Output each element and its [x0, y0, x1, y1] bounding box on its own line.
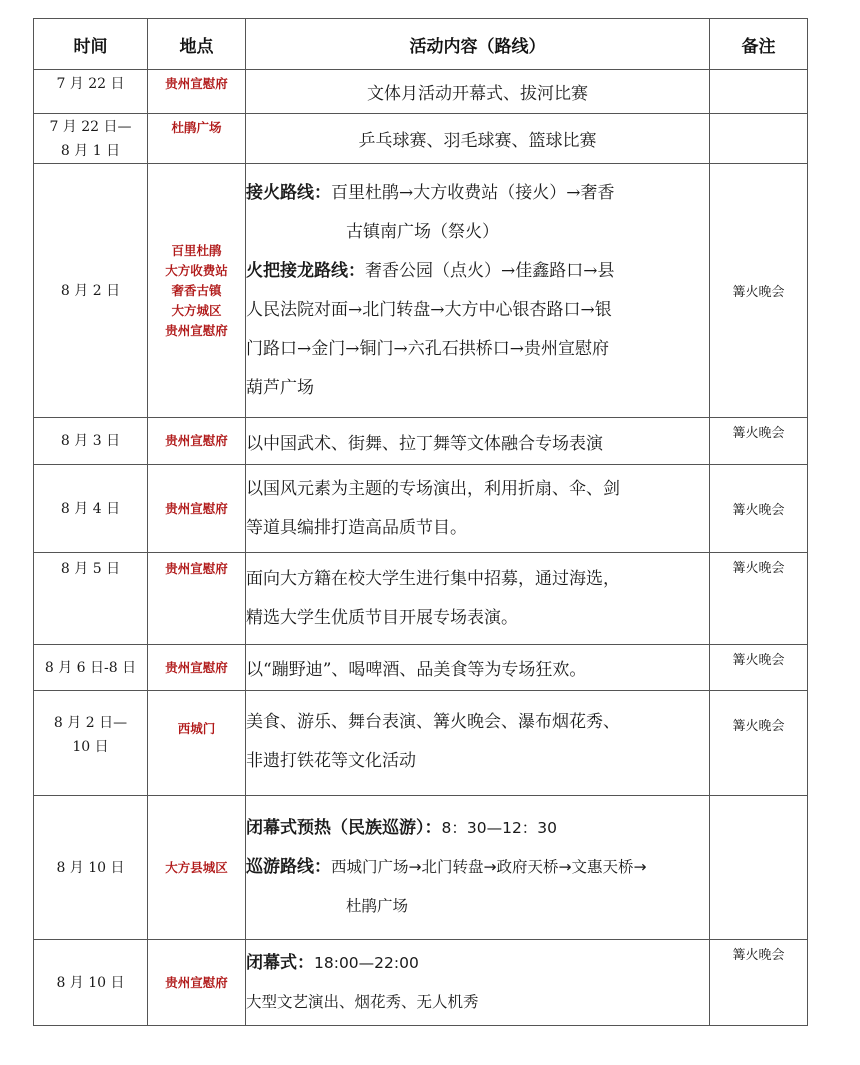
content-cell	[246, 164, 710, 418]
route-label: 火把接龙路线：	[246, 260, 365, 281]
note-cell: 篝火晚会	[710, 940, 808, 1026]
route-text: 葫芦广场	[246, 377, 314, 398]
time-cell: 8 月 6 日-8 日	[34, 645, 148, 691]
place-cell	[148, 164, 246, 418]
note-cell: 篝火晚会	[710, 418, 808, 465]
content-line: 面向大方籍在校大学生进行集中招募，通过海选，	[246, 568, 620, 589]
parade-route-label: 巡游路线：	[246, 857, 331, 877]
route-text: 门路口→金门→铜门→六孔石拱桥口→贵州宣慰府	[246, 338, 609, 359]
note-cell: 篝火晚会	[710, 465, 808, 553]
parade-route-text: 杜鹃广场	[346, 897, 409, 915]
header-content: 活动内容（路线）	[246, 19, 710, 70]
content-line: 非遗打铁花等文化活动	[246, 751, 416, 771]
table-row	[34, 70, 808, 114]
note-cell: 篝火晚会	[710, 164, 808, 418]
note-cell: 篝火晚会	[710, 691, 808, 796]
content-cell	[246, 465, 710, 553]
header-note: 备注	[710, 19, 808, 70]
content-cell: 文体月活动开幕式、拔河比赛	[246, 70, 710, 114]
table-row	[34, 418, 808, 465]
place-line: 百里杜鹃	[171, 242, 222, 258]
route-text: 奢香公园（点火）→佳鑫路口→县	[365, 260, 615, 281]
table-row	[34, 114, 808, 164]
table-row	[34, 553, 808, 645]
time-cell: 8 月 2 日	[34, 164, 148, 418]
place-cell: 杜鹃广场	[148, 114, 246, 164]
place-cell: 大方县城区	[148, 796, 246, 940]
content-cell	[246, 553, 710, 645]
time-line: 8 月 2 日—	[53, 715, 128, 731]
place-cell: 贵州宣慰府	[148, 465, 246, 553]
time-line: 7 月 22 日—	[49, 118, 132, 135]
time-cell: 8 月 5 日	[34, 553, 148, 645]
content-cell: 以中国武术、街舞、拉丁舞等文体融合专场表演	[246, 418, 710, 465]
note-cell	[710, 114, 808, 164]
note-cell	[710, 70, 808, 114]
table-row	[34, 645, 808, 691]
content-cell	[246, 796, 710, 940]
note-cell: 篝火晚会	[710, 645, 808, 691]
content-cell: 以“蹦野迪”、喝啤酒、品美食等为专场狂欢。	[246, 645, 710, 691]
table-row	[34, 940, 808, 1026]
route-text: 人民法院对面→北门转盘→大方中心银杏路口→银	[246, 299, 612, 320]
time-cell: 8 月 10 日	[34, 796, 148, 940]
route-text: 古镇南广场（祭火）	[346, 221, 499, 242]
closing-time: 18:00—22:00	[314, 953, 419, 972]
place-line: 大方城区	[171, 302, 222, 318]
table-row	[34, 691, 808, 796]
header-time: 时间	[34, 19, 148, 70]
table-row	[34, 796, 808, 940]
time-cell	[34, 114, 148, 164]
time-cell: 8 月 10 日	[34, 940, 148, 1026]
place-cell: 贵州宣慰府	[148, 553, 246, 645]
route-text: 百里杜鹃→大方收费站（接火）→奢香	[331, 182, 615, 203]
place-line: 大方收费站	[165, 262, 228, 278]
place-line: 贵州宣慰府	[165, 322, 228, 338]
time-line: 8 月 1 日	[60, 142, 121, 159]
place-line: 奢香古镇	[171, 282, 222, 298]
time-cell	[34, 691, 148, 796]
time-cell: 8 月 3 日	[34, 418, 148, 465]
closing-label: 闭幕式：	[246, 952, 314, 973]
time-cell: 8 月 4 日	[34, 465, 148, 553]
place-cell: 西城门	[148, 691, 246, 796]
time-line: 10 日	[72, 739, 109, 755]
note-cell: 篝火晚会	[710, 553, 808, 645]
content-line: 等道具编排打造高品质节目。	[246, 517, 467, 538]
parade-route-text: 西城门广场→北门转盘→政府天桥→文惠天桥→	[331, 858, 647, 876]
table-row	[34, 164, 808, 418]
schedule-table	[33, 18, 808, 1026]
place-cell: 贵州宣慰府	[148, 418, 246, 465]
closing-program: 大型文艺演出、烟花秀、无人机秀	[246, 992, 479, 1011]
note-cell	[710, 796, 808, 940]
place-cell: 贵州宣慰府	[148, 940, 246, 1026]
place-cell: 贵州宣慰府	[148, 70, 246, 114]
closing-warmup-time: 8：30—12：30	[441, 819, 558, 837]
place-cell: 贵州宣慰府	[148, 645, 246, 691]
route-label: 接火路线：	[246, 182, 331, 203]
content-cell: 乒乓球赛、羽毛球赛、篮球比赛	[246, 114, 710, 164]
header-place: 地点	[148, 19, 246, 70]
header-row	[34, 19, 808, 70]
time-cell: 7 月 22 日	[34, 70, 148, 114]
content-cell	[246, 940, 710, 1026]
content-line: 美食、游乐、舞台表演、篝火晚会、瀑布烟花秀、	[246, 712, 620, 732]
closing-warmup-label: 闭幕式预热（民族巡游）：	[246, 818, 442, 838]
table-row	[34, 465, 808, 553]
content-line: 以国风元素为主题的专场演出，利用折扇、伞、剑	[246, 478, 620, 499]
content-cell	[246, 691, 710, 796]
content-line: 精选大学生优质节目开展专场表演。	[246, 607, 518, 628]
